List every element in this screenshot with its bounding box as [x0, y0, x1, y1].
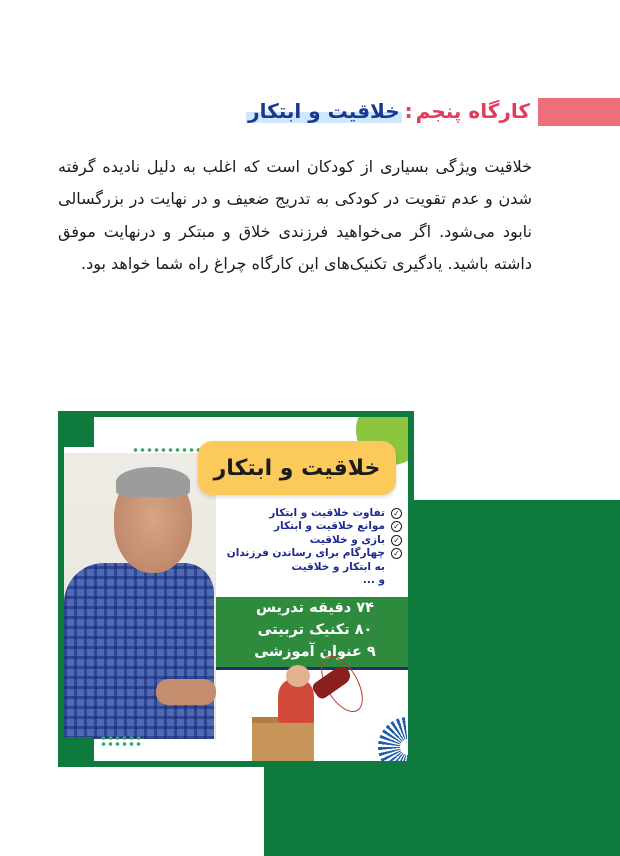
feature-list — [224, 507, 402, 587]
heading-topic: خلاقیت و ابتکار — [248, 99, 400, 123]
heading-accent-bar — [538, 98, 620, 126]
poster-corner-top-left — [64, 417, 94, 447]
stat-techniques: ۸۰ تکنیک تربیتی — [257, 622, 373, 638]
check-circle-icon: ✓ — [391, 508, 402, 519]
check-circle-icon: ✓ — [391, 535, 402, 546]
heading-prefix: کارگاه پنجم — [415, 99, 530, 123]
presenter-arm — [156, 679, 216, 705]
poster-corner-bottom-left — [64, 737, 94, 761]
dots-pattern-bottom — [100, 735, 144, 747]
poster-canvas — [64, 417, 408, 761]
section-heading — [246, 96, 530, 126]
feature-item: ✓ بازی و خلاقیت — [224, 534, 402, 547]
sunburst-icon — [378, 717, 408, 761]
stat-topics: ۹ عنوان آموزشی — [254, 644, 376, 660]
feature-item-more: و ... — [362, 574, 385, 587]
feature-item: ✓ موانع خلاقیت و ابتکار — [224, 520, 402, 533]
poster-title-box — [198, 441, 396, 495]
stat-teaching-minutes: ۷۴ دقیقه تدریس — [256, 600, 374, 616]
heading-colon: : — [404, 99, 413, 123]
feature-item: ✓ چهارگام برای رساندن فرزندان به ابتکار و خلاقیت — [224, 547, 402, 574]
stats-panel — [216, 597, 408, 670]
cardboard-box-illustration — [252, 717, 314, 761]
child-head-illustration — [286, 665, 310, 687]
presenter-hair — [116, 467, 190, 497]
presenter-photo — [64, 453, 216, 739]
body-paragraph: خلاقیت ویژگی بسیاری از کودکان است که اغلب به دلیل نادیده گرفته شدن و عدم تقویت در کودکی به تدریج ضعیف و در نهایت در بزرگسالی نابود می‌شود. اگر می‌خواهید فرزندی خلاق و مبتکر و درنهایت موفق داشته باشید. یادگیری تکنیک‌های این کارگاه چراغ راه شما خواهد بود. — [58, 157, 532, 274]
check-circle-icon: ✓ — [391, 521, 402, 532]
poster-title: خلاقیت و ابتکار — [213, 455, 381, 481]
feature-item: ✓ تفاوت خلاقیت و ابتکار — [224, 507, 402, 520]
workshop-poster — [58, 411, 414, 767]
presenter-shirt — [64, 563, 214, 739]
check-circle-icon: ✓ — [391, 548, 402, 559]
